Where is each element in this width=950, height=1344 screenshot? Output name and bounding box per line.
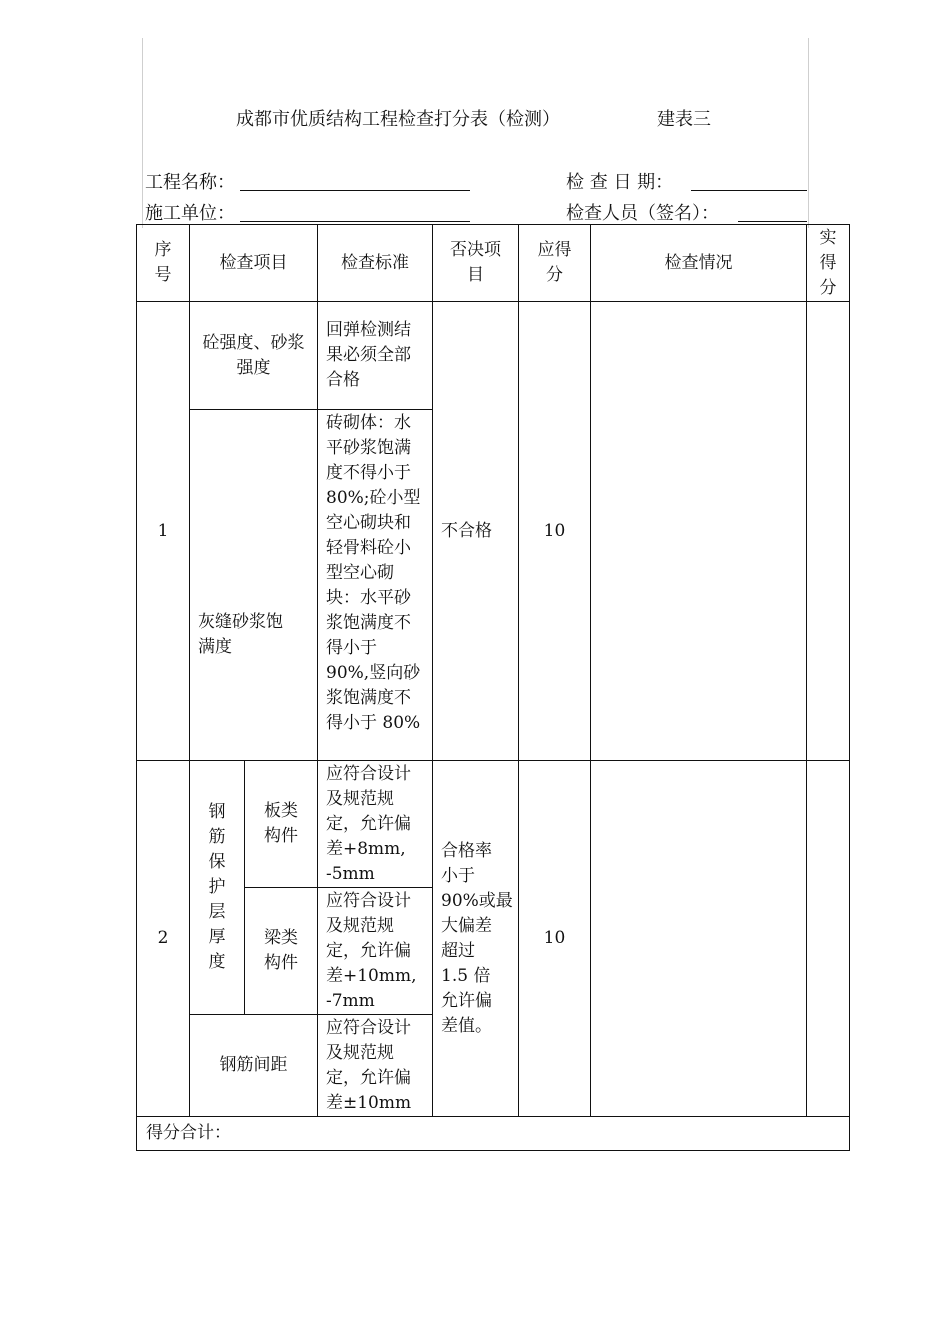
table-row (137, 761, 850, 888)
veto-condition: 不合格 (433, 302, 519, 761)
col-header-standard: 检查标准 (318, 225, 433, 302)
project-name-label: 工程名称： (145, 172, 235, 193)
col-header-actual-score: 实 得 分 (807, 225, 850, 302)
max-score: 10 (519, 302, 591, 761)
check-situation-cell[interactable] (591, 302, 807, 761)
total-score-label: 得分合计： (137, 1117, 850, 1151)
table-header-row (137, 225, 850, 302)
col-header-item: 检查项目 (190, 225, 318, 302)
item-group-name: 钢筋保护层厚度 (190, 761, 245, 1015)
col-header-score: 应得 分 (519, 225, 591, 302)
item-standard: 应符合设计 及规范规 定，允许偏 差+8mm, -5mm (318, 761, 433, 888)
form-code: 建表三 (657, 109, 711, 130)
row-no: 2 (137, 761, 190, 1117)
document-title: 成都市优质结构工程检查打分表（检测） (236, 109, 560, 130)
check-situation-cell[interactable] (591, 761, 807, 1117)
table-row (137, 302, 850, 410)
actual-score-cell[interactable] (807, 302, 850, 761)
page-frame-left-line (142, 38, 143, 228)
check-date-field[interactable] (691, 190, 807, 191)
item-standard: 回弹检测结 果必须全部 合格 (318, 302, 433, 410)
item-name: 灰缝砂浆饱 满度 (190, 410, 318, 761)
col-header-no: 序 号 (137, 225, 190, 302)
project-name-field[interactable] (240, 190, 470, 191)
contractor-label: 施工单位： (145, 203, 235, 224)
page-frame-right-line (808, 38, 809, 228)
score-table (136, 224, 850, 1151)
total-row (137, 1117, 850, 1151)
check-date-label: 检 查 日 期： (566, 172, 674, 193)
inspector-label: 检查人员（签名）： (566, 203, 719, 224)
item-standard: 应符合设计 及规范规 定，允许偏 差±10mm (318, 1015, 433, 1117)
contractor-field[interactable] (240, 221, 470, 222)
max-score: 10 (519, 761, 591, 1117)
actual-score-cell[interactable] (807, 761, 850, 1117)
item-standard: 砖砌体：水 平砂浆饱满 度不得小于 80%;砼小型 空心砌块和 轻骨料砼小 型空心砌 块：水平砂 浆饱满度不 得小于 90%,竖向砂 浆饱满度不 得小于 80% (318, 410, 433, 761)
item-name: 梁类 构件 (245, 888, 318, 1015)
col-header-situation: 检查情况 (591, 225, 807, 302)
row-no: 1 (137, 302, 190, 761)
item-name: 钢筋间距 (190, 1015, 318, 1117)
veto-condition: 合格率 小于 90%或最 大偏差 超过 1.5 倍 允许偏 差值。 (433, 761, 519, 1117)
col-header-veto: 否决项 目 (433, 225, 519, 302)
item-name: 砼强度、砂浆 强度 (190, 302, 318, 410)
item-standard: 应符合设计 及规范规 定，允许偏 差+10mm, -7mm (318, 888, 433, 1015)
inspector-signature-field[interactable] (738, 221, 807, 222)
item-name: 板类 构件 (245, 761, 318, 888)
